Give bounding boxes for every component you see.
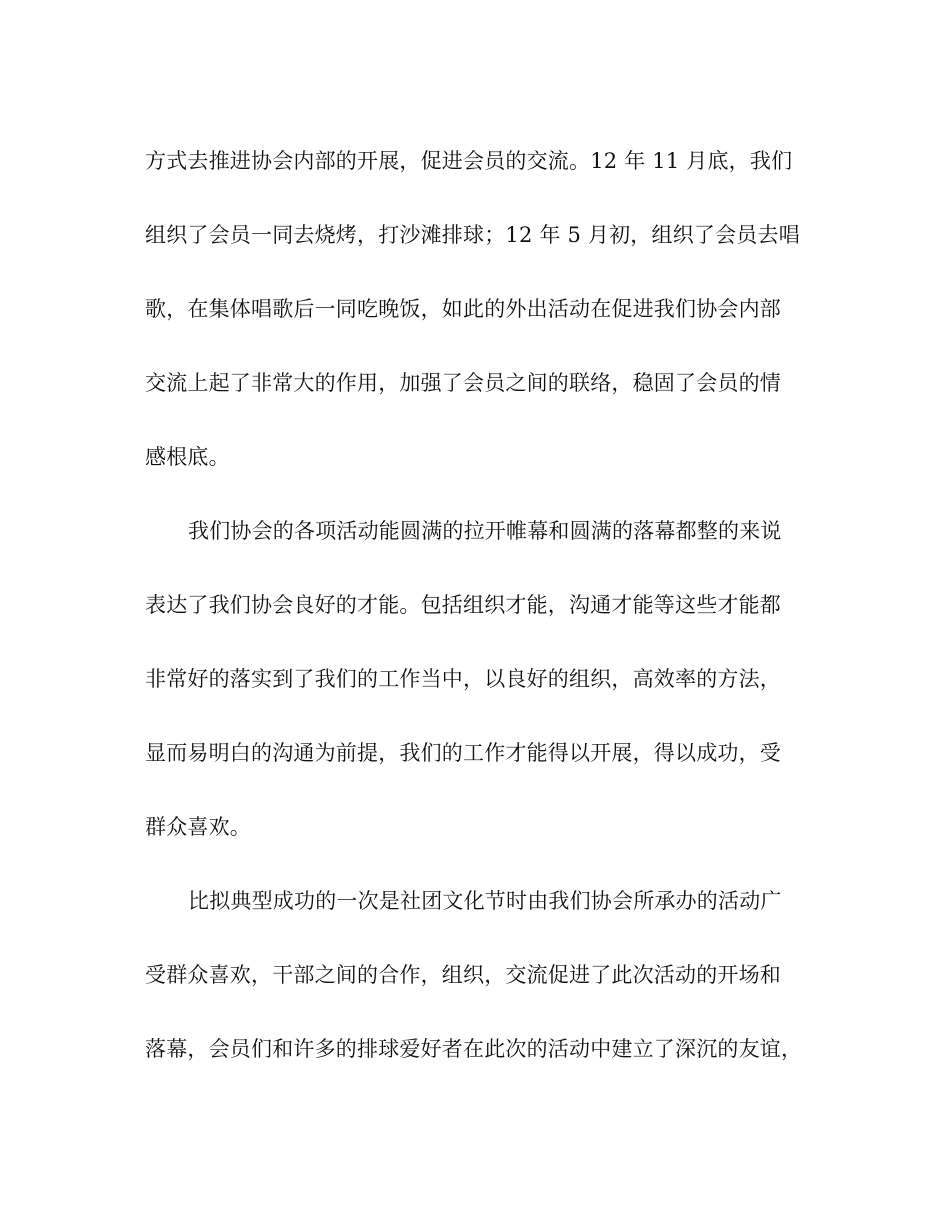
paragraph-start-line: 比拟典型成功的一次是社团文化节时由我们协会所承办的活动广 [188,889,782,913]
text-line: 方式去推进协会内部的开展，促进会员的交流。12 年 11 月底，我们 [145,149,793,173]
text-line: 表达了我们协会良好的才能。包括组织才能，沟通才能等这些才能都 [145,593,781,617]
text-line: 歌，在集体唱歌后一同吃晚饭，如此的外出活动在促进我们协会内部 [145,297,781,321]
text-line: 落幕，会员们和许多的排球爱好者在此次的活动中建立了深沉的友谊， [145,1037,803,1061]
paragraph-start-line: 我们协会的各项活动能圆满的拉开帷幕和圆满的落幕都整的来说 [188,519,782,543]
text-line: 感根底。 [145,445,230,469]
text-line: 群众喜欢。 [145,815,251,839]
text-line: 交流上起了非常大的作用，加强了会员之间的联络，稳固了会员的情 [145,371,781,395]
text-line: 组织了会员一同去烧烤，打沙滩排球；12 年 5 月初，组织了会员去唱 [145,223,800,247]
document-body [145,138,805,1100]
text-line: 非常好的落实到了我们的工作当中，以良好的组织，高效率的方法， [145,667,781,691]
text-line: 显而易明白的沟通为前提，我们的工作才能得以开展，得以成功，受 [145,741,781,765]
text-line: 受群众喜欢，干部之间的合作，组织，交流促进了此次活动的开场和 [145,963,781,987]
